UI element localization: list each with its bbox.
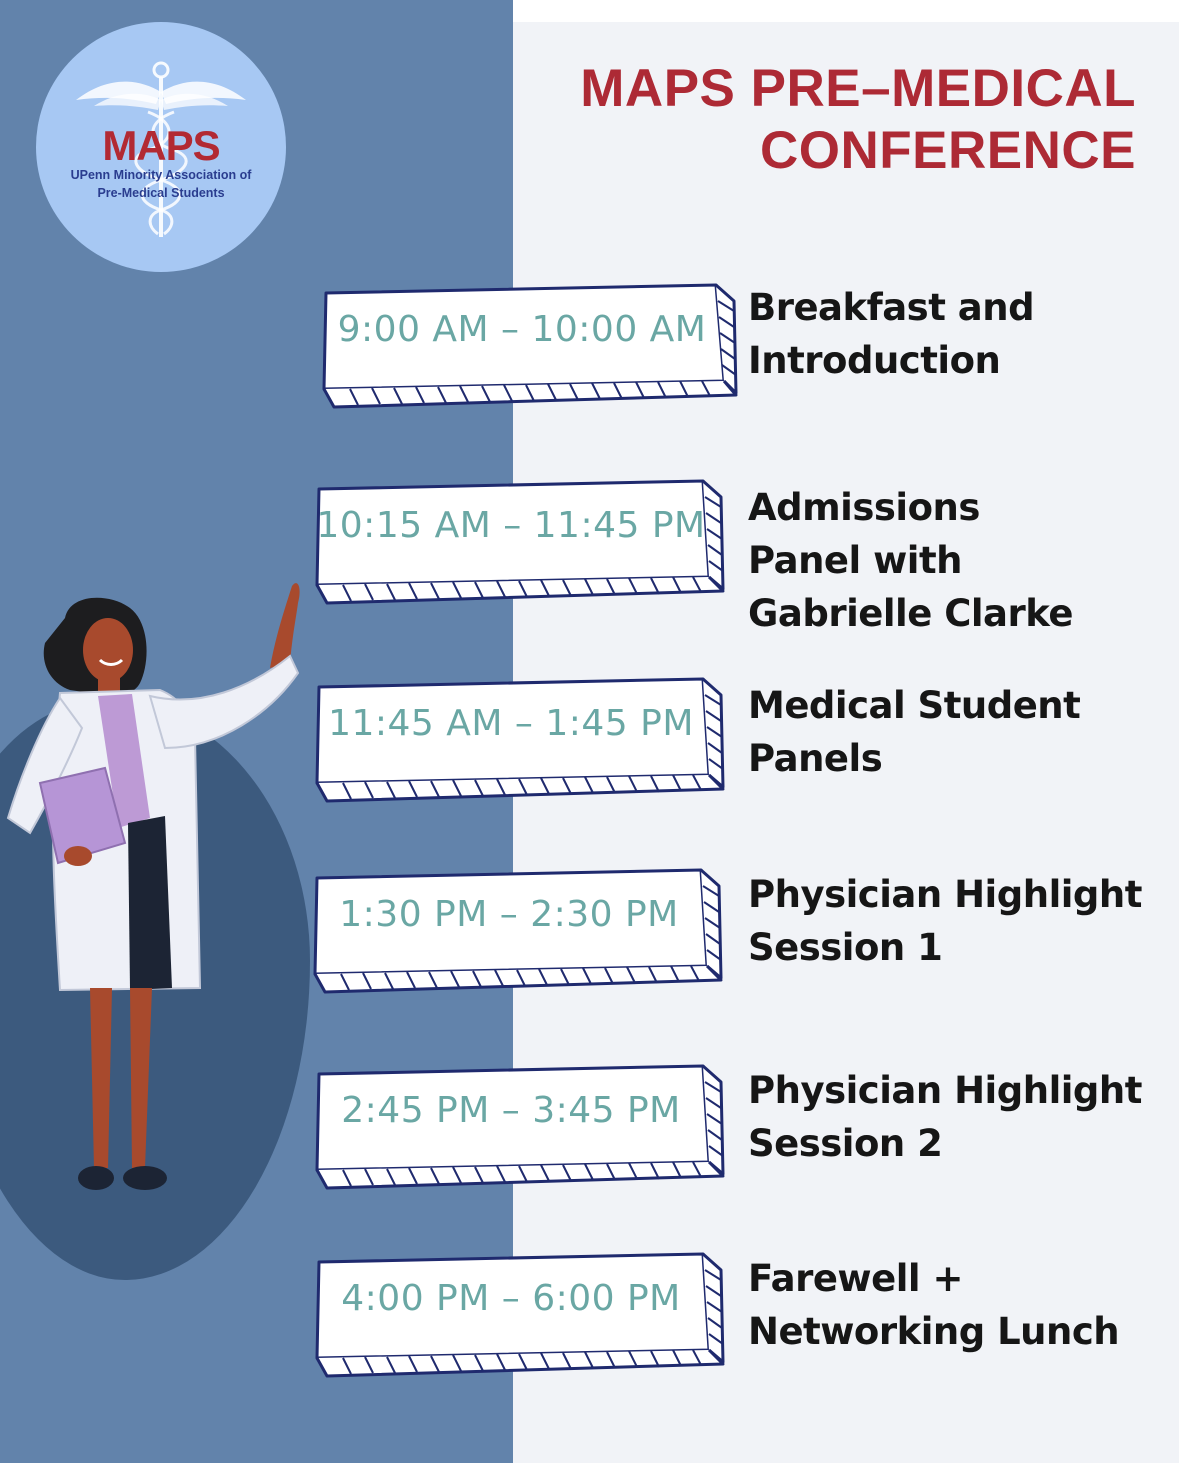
time-label: 4:00 PM – 6:00 PM bbox=[341, 1277, 681, 1319]
event-title bbox=[748, 868, 1168, 974]
event-title bbox=[748, 281, 1168, 387]
time-box bbox=[313, 477, 733, 617]
schedule-row-5 bbox=[0, 1062, 1179, 1202]
schedule-row-3 bbox=[0, 675, 1179, 815]
event-line: Panels bbox=[748, 737, 883, 780]
schedule-row-2 bbox=[0, 477, 1179, 635]
logo-subtitle-line1: UPenn Minority Association of bbox=[70, 168, 252, 182]
time-box bbox=[313, 1250, 733, 1390]
time-box bbox=[313, 1062, 733, 1202]
time-box bbox=[311, 866, 731, 1006]
event-line: Networking Lunch bbox=[748, 1310, 1120, 1353]
event-title bbox=[748, 1252, 1168, 1358]
time-label: 2:45 PM – 3:45 PM bbox=[341, 1089, 681, 1131]
page-title bbox=[520, 58, 1136, 182]
event-line: Introduction bbox=[748, 339, 1001, 382]
event-line: Breakfast and bbox=[748, 286, 1035, 329]
event-title bbox=[748, 1064, 1168, 1170]
event-line: Physician Highlight bbox=[748, 873, 1142, 916]
logo-subtitle bbox=[36, 166, 286, 202]
event-title bbox=[748, 679, 1168, 785]
time-label: 1:30 PM – 2:30 PM bbox=[339, 893, 679, 935]
logo-subtitle-line2: Pre-Medical Students bbox=[97, 186, 225, 200]
logo-title: MAPS bbox=[102, 122, 220, 169]
time-label: 9:00 AM – 10:00 AM bbox=[337, 308, 707, 350]
time-label: 10:15 AM – 11:45 PM bbox=[316, 504, 706, 546]
schedule-row-1 bbox=[0, 281, 1179, 421]
title-line2: CONFERENCE bbox=[759, 121, 1136, 180]
event-line: Gabrielle Clarke bbox=[748, 592, 1073, 635]
event-line: Farewell + bbox=[748, 1257, 963, 1300]
maps-logo bbox=[36, 22, 286, 272]
time-box bbox=[313, 675, 733, 815]
event-line: Physician Highlight bbox=[748, 1069, 1142, 1112]
event-line: Session 2 bbox=[748, 1122, 943, 1165]
event-line: Medical Student bbox=[748, 684, 1081, 727]
event-title bbox=[748, 481, 1168, 640]
schedule-row-4 bbox=[0, 866, 1179, 1006]
top-white-strip bbox=[513, 0, 1179, 22]
event-line: Session 1 bbox=[748, 926, 943, 969]
event-line: Panel with bbox=[748, 539, 962, 582]
title-line1: MAPS PRE–MEDICAL bbox=[580, 59, 1136, 118]
event-line: Admissions bbox=[748, 486, 980, 529]
time-box bbox=[320, 281, 740, 421]
time-label: 11:45 AM – 1:45 PM bbox=[328, 702, 694, 744]
schedule-row-6 bbox=[0, 1250, 1179, 1390]
